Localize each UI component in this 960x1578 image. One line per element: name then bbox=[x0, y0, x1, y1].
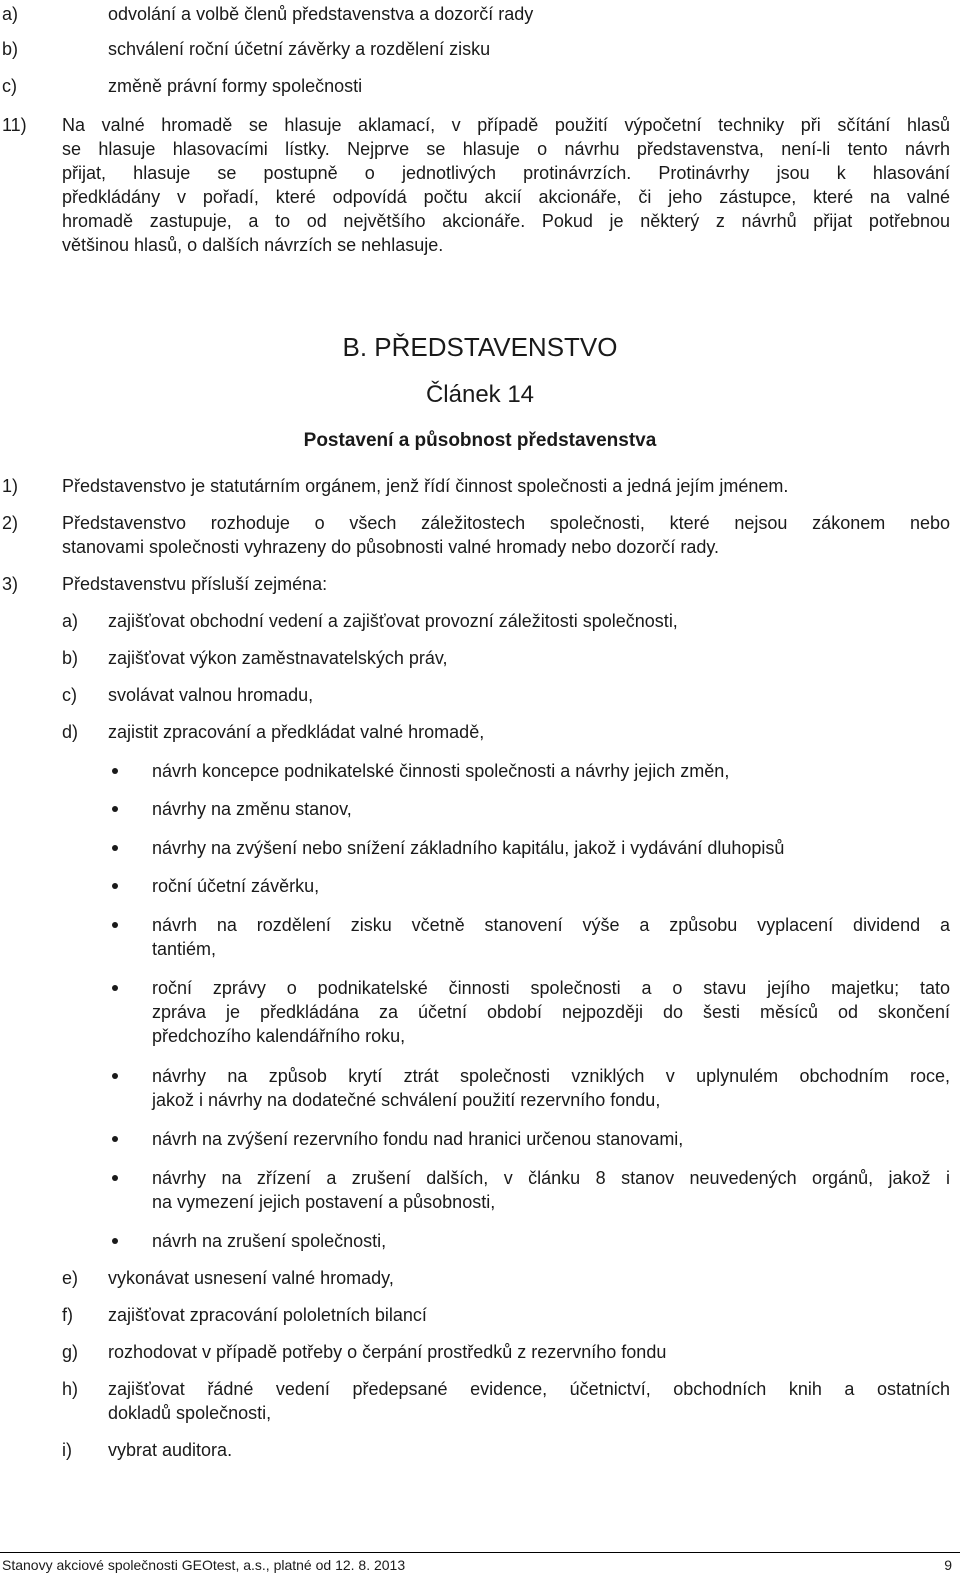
bullet-text: návrh na rozdělení zisku včetně stanovení výše a způsobu vyplacení dividend a bbox=[152, 915, 950, 935]
point-text: Představenstvu přísluší zejména: bbox=[62, 574, 328, 594]
sub-item-text: svolávat valnou hromadu, bbox=[108, 685, 314, 705]
sub-item-label: d) bbox=[62, 722, 79, 742]
point-text: Představenstvo je statutárním orgánem, jenž řídí činnost společnosti a jedná jejím jménem. bbox=[62, 476, 789, 496]
bullet-text: návrhy na způsob krytí ztrát společnosti vzniklých v uplynulém obchodním roce, bbox=[152, 1066, 950, 1086]
paragraph-line: se hlasuje hlasovacími lístky. Nejprve se hlasuje o návrhu představenstva, není-li tento návrh bbox=[62, 139, 950, 159]
bullet-text: návrhy na změnu stanov, bbox=[152, 799, 352, 819]
sub-item-text: zajišťovat řádné vedení předepsané evidence, účetnictví, obchodních knih a ostatních bbox=[108, 1379, 950, 1399]
bullet-text: roční účetní závěrku, bbox=[152, 876, 320, 896]
sub-item-text: zajišťovat zpracování pololetních bilancí bbox=[108, 1305, 427, 1325]
bullet-icon bbox=[112, 985, 118, 991]
sub-item-text: zajišťovat výkon zaměstnavatelských práv, bbox=[108, 648, 448, 668]
bullet-text: návrhy na zřízení a zrušení dalších, v článku 8 stanov neuvedených orgánů, jakož i bbox=[152, 1168, 950, 1188]
list-label: c) bbox=[2, 76, 17, 96]
point-text: stanovami společnosti vyhrazeny do působnosti valné hromady nebo dozorčí rady. bbox=[62, 537, 720, 557]
bullet-icon bbox=[112, 845, 118, 851]
sub-item-text: vykonávat usnesení valné hromady, bbox=[108, 1268, 394, 1288]
bullet-text: předchozího kalendářního roku, bbox=[152, 1026, 406, 1046]
bullet-icon bbox=[112, 1175, 118, 1181]
bullet-text: tantiém, bbox=[152, 939, 217, 959]
bullet-icon bbox=[112, 883, 118, 889]
list-item: schválení roční účetní závěrky a rozdělení zisku bbox=[108, 39, 491, 59]
sub-item-text: vybrat auditora. bbox=[108, 1440, 233, 1460]
bullet-icon bbox=[112, 1073, 118, 1079]
paragraph-number: 11) bbox=[2, 115, 27, 135]
bullet-icon bbox=[112, 1136, 118, 1142]
bullet-text: návrhy na zvýšení nebo snížení základního kapitálu, jakož i vydávání dluhopisů bbox=[152, 838, 785, 858]
bullet-icon bbox=[112, 922, 118, 928]
sub-item-label: i) bbox=[62, 1440, 72, 1460]
sub-item-label: b) bbox=[62, 648, 79, 668]
article-subtitle: Postavení a působnost představenstva bbox=[303, 430, 657, 451]
sub-item-label: g) bbox=[62, 1342, 79, 1362]
sub-item-label: h) bbox=[62, 1379, 79, 1399]
list-item: odvolání a volbě členů představenstva a dozorčí rady bbox=[108, 4, 534, 24]
sub-item-label: f) bbox=[62, 1305, 73, 1325]
bullet-text: zpráva je předkládána za účetní období nejpozději do šesti měsíců od skončení bbox=[152, 1002, 950, 1022]
bullet-icon bbox=[112, 768, 118, 774]
point-label: 2) bbox=[2, 513, 19, 533]
paragraph-line: většinou hlasů, o dalších návrzích se nehlasuje. bbox=[62, 235, 444, 255]
sub-item-text: zajistit zpracování a předkládat valné hromadě, bbox=[108, 722, 485, 742]
bullet-icon bbox=[112, 806, 118, 812]
sub-item-label: a) bbox=[62, 611, 79, 631]
bullet-icon bbox=[112, 1238, 118, 1244]
sub-item-label: c) bbox=[62, 685, 77, 705]
sub-item-text: zajišťovat obchodní vedení a zajišťovat provozní záležitosti společnosti, bbox=[108, 611, 678, 631]
bullet-text: roční zprávy o podnikatelské činnosti společnosti a o stavu jejího majetku; tato bbox=[152, 978, 950, 998]
sub-item-text: dokladů společnosti, bbox=[108, 1403, 272, 1423]
point-text: Představenstvo rozhoduje o všech záležitostech společnosti, které nejsou zákonem nebo bbox=[62, 513, 950, 533]
footer-text: Stanovy akciové společnosti GEOtest, a.s., platné od 12. 8. 2013 bbox=[2, 1557, 406, 1573]
sub-item-label: e) bbox=[62, 1268, 79, 1288]
bullet-text: návrh na zvýšení rezervního fondu nad hranici určenou stanovami, bbox=[152, 1129, 684, 1149]
point-label: 3) bbox=[2, 574, 19, 594]
list-label: a) bbox=[2, 4, 19, 24]
article-title: Článek 14 bbox=[425, 381, 535, 408]
paragraph-line: hromadě zastupuje, a to od největšího akcionáře. Pokud je některý z návrhů přijat potřebnou bbox=[62, 211, 950, 231]
page-number: 9 bbox=[944, 1557, 952, 1573]
list-item: změně právní formy společnosti bbox=[108, 76, 363, 96]
paragraph-line: přijat, hlasuje se postupně o jednotlivých protinávrzích. Protinávrhy jsou k hlasování bbox=[62, 163, 950, 183]
list-label: b) bbox=[2, 39, 19, 59]
bullet-text: jakož i návrhy na dodatečné schválení použití rezervního fondu, bbox=[152, 1090, 661, 1110]
footer-divider bbox=[0, 1552, 960, 1553]
bullet-text: návrh na zrušení společnosti, bbox=[152, 1231, 387, 1251]
sub-item-text: rozhodovat v případě potřeby o čerpání prostředků z rezervního fondu bbox=[108, 1342, 667, 1362]
paragraph-line: předkládány v pořadí, které odpovídá počtu akcií akcionáře, či jeho zástupce, které na valné bbox=[62, 187, 950, 207]
bullet-text: návrh koncepce podnikatelské činnosti společnosti a návrhy jejich změn, bbox=[152, 761, 730, 781]
point-label: 1) bbox=[2, 476, 19, 496]
paragraph-line: Na valné hromadě se hlasuje aklamací, v případě použití výpočetní techniky při sčítání hlasů bbox=[62, 115, 950, 135]
bullet-text: na vymezení jejich postavení a působnosti, bbox=[152, 1192, 496, 1212]
section-title: B. PŘEDSTAVENSTVO bbox=[342, 332, 618, 362]
